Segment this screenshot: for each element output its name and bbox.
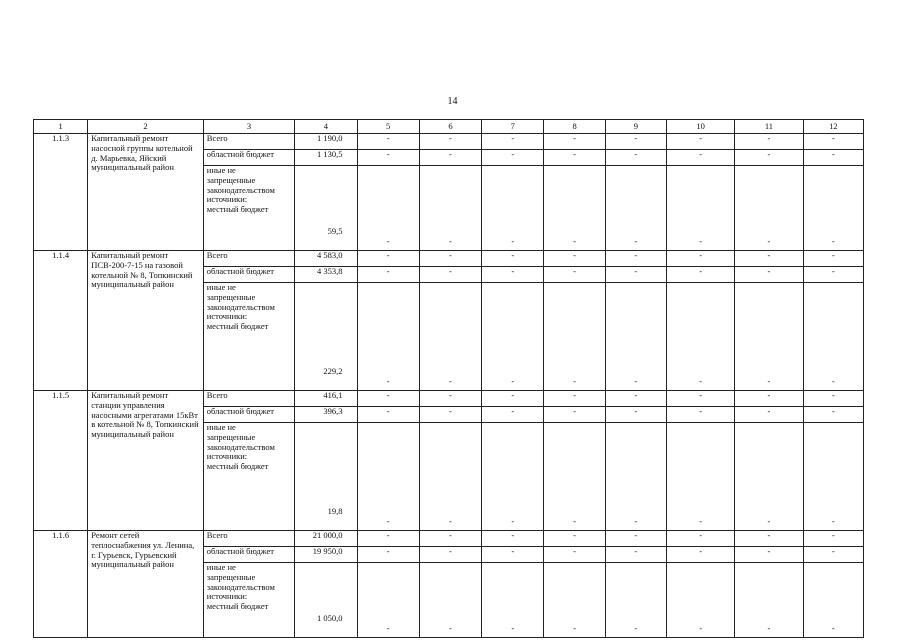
regional-value: 19 950,0 [295,547,357,563]
empty-value: - [666,563,734,638]
empty-value: - [605,547,666,563]
other-sources-label-line: источники: [206,194,248,205]
column-header: 6 [419,120,481,134]
item-number: 1.1.6 [34,531,88,638]
budget-table [33,119,864,638]
column-header: 1 [34,120,88,134]
source-regional-label: областной бюджет [203,267,294,283]
source-total-label: Всего [203,531,294,547]
local-value: 1 050,0 [295,563,357,638]
empty-value: - [735,251,803,267]
empty-value: - [419,391,481,407]
empty-value: - [482,531,544,547]
empty-value: - [544,391,605,407]
other-sources-label-line: источники: [206,451,248,462]
empty-value: - [735,166,803,251]
empty-value: - [482,407,544,423]
empty-value: - [482,166,544,251]
empty-value: - [357,563,419,638]
empty-value: - [419,407,481,423]
other-sources-label-line: запрещенные [206,291,256,302]
empty-value: - [544,251,605,267]
empty-value: - [605,531,666,547]
empty-value: - [735,150,803,166]
column-header: 4 [295,120,357,134]
other-sources-label-line: иные не [206,422,236,432]
source-other-label [203,283,294,391]
empty-value: - [482,251,544,267]
source-total-label: Всего [203,251,294,267]
total-value: 21 000,0 [295,531,357,547]
empty-value: - [544,407,605,423]
empty-value: - [666,166,734,251]
empty-value: - [482,391,544,407]
source-other-label [203,423,294,531]
empty-value: - [357,391,419,407]
empty-value: - [419,166,481,251]
other-sources-label-line: иные не [206,165,236,175]
empty-value: - [357,150,419,166]
empty-value: - [419,547,481,563]
empty-value: - [357,134,419,150]
empty-value: - [605,134,666,150]
empty-value: - [735,134,803,150]
empty-value: - [735,563,803,638]
local-value: 229,2 [295,283,357,391]
item-name: Капитальный ремонт насосной группы котельной д. Марьевка, Яйский муниципальный район [88,134,204,251]
empty-value: - [482,134,544,150]
empty-value: - [605,407,666,423]
empty-value: - [419,251,481,267]
table-row [34,391,864,407]
empty-value: - [666,423,734,531]
empty-value: - [605,391,666,407]
empty-value: - [803,423,863,531]
page-number: 14 [447,96,458,107]
column-header: 11 [735,120,803,134]
empty-value: - [666,531,734,547]
column-header: 8 [544,120,605,134]
regional-value: 1 130,5 [295,150,357,166]
item-number: 1.1.4 [34,251,88,391]
item-number: 1.1.3 [34,134,88,251]
source-regional-label: областной бюджет [203,407,294,423]
header-row [34,120,864,134]
empty-value: - [605,423,666,531]
empty-value: - [735,407,803,423]
other-sources-label-line: запрещенные [206,431,256,442]
empty-value: - [605,251,666,267]
empty-value: - [482,547,544,563]
empty-value: - [482,150,544,166]
other-sources-label-line: законодательством [206,184,275,195]
empty-value: - [803,391,863,407]
empty-value: - [803,283,863,391]
empty-value: - [482,423,544,531]
other-sources-label-line: иные не [206,562,236,572]
empty-value: - [419,283,481,391]
regional-value: 396,3 [295,407,357,423]
empty-value: - [735,547,803,563]
empty-value: - [357,251,419,267]
source-total-label: Всего [203,391,294,407]
other-sources-label-line: запрещенные [206,174,256,185]
empty-value: - [544,563,605,638]
empty-value: - [482,267,544,283]
empty-value: - [357,407,419,423]
other-sources-label-line: запрещенные [206,571,256,582]
other-sources-label-line: законодательством [206,441,275,452]
item-name: Капитальный ремонт станции управления насосными агрегатами 15кВт в котельной № 8, Топкинский муниципальный район [88,391,204,531]
table-row [34,134,864,150]
empty-value: - [357,283,419,391]
empty-value: - [482,283,544,391]
empty-value: - [666,407,734,423]
empty-value: - [803,166,863,251]
column-header: 12 [803,120,863,134]
empty-value: - [605,267,666,283]
column-header: 9 [605,120,666,134]
other-sources-label-line: иные не [206,282,236,292]
empty-value: - [735,391,803,407]
regional-value: 4 353,8 [295,267,357,283]
column-header: 5 [357,120,419,134]
empty-value: - [544,166,605,251]
local-budget-label: местный бюджет [206,461,269,472]
other-sources-label-line: источники: [206,311,248,322]
empty-value: - [735,283,803,391]
empty-value: - [419,150,481,166]
empty-value: - [666,150,734,166]
empty-value: - [735,423,803,531]
other-sources-label-line: источники: [206,591,248,602]
empty-value: - [419,423,481,531]
empty-value: - [735,267,803,283]
empty-value: - [544,150,605,166]
source-regional-label: областной бюджет [203,547,294,563]
local-budget-label: местный бюджет [206,601,269,612]
empty-value: - [803,150,863,166]
empty-value: - [666,391,734,407]
empty-value: - [544,283,605,391]
empty-value: - [666,267,734,283]
empty-value: - [544,267,605,283]
empty-value: - [803,531,863,547]
empty-value: - [357,267,419,283]
source-total-label: Всего [203,134,294,150]
empty-value: - [666,547,734,563]
item-number: 1.1.5 [34,391,88,531]
empty-value: - [419,134,481,150]
item-name: Капитальный ремонт ПСВ-200-7-15 на газовой котельной № 8, Топкинский муниципальный район [88,251,204,391]
empty-value: - [803,134,863,150]
empty-value: - [419,531,481,547]
empty-value: - [803,563,863,638]
empty-value: - [803,407,863,423]
source-other-label [203,563,294,638]
empty-value: - [544,134,605,150]
empty-value: - [605,150,666,166]
empty-value: - [357,423,419,531]
column-header: 10 [666,120,734,134]
empty-value: - [605,283,666,391]
column-header: 7 [482,120,544,134]
total-value: 1 190,0 [295,134,357,150]
item-name: Ремонт сетей теплоснабжения ул. Ленина, г. Гурьевск, Гурьевский муниципальный район [88,531,204,638]
empty-value: - [544,531,605,547]
other-sources-label-line: законодательством [206,301,275,312]
empty-value: - [357,531,419,547]
total-value: 416,1 [295,391,357,407]
empty-value: - [482,563,544,638]
local-budget-label: местный бюджет [206,321,269,332]
other-sources-label-line: законодательством [206,581,275,592]
table-row [34,531,864,547]
column-header: 3 [203,120,294,134]
empty-value: - [605,563,666,638]
local-value: 19,8 [295,423,357,531]
empty-value: - [735,531,803,547]
empty-value: - [357,166,419,251]
empty-value: - [419,563,481,638]
empty-value: - [419,267,481,283]
empty-value: - [803,251,863,267]
empty-value: - [803,267,863,283]
local-budget-label: местный бюджет [206,204,269,215]
column-header: 2 [88,120,204,134]
empty-value: - [544,547,605,563]
source-other-label [203,166,294,251]
local-value: 59,5 [295,166,357,251]
total-value: 4 583,0 [295,251,357,267]
empty-value: - [544,423,605,531]
table-row [34,251,864,267]
source-regional-label: областной бюджет [203,150,294,166]
empty-value: - [666,134,734,150]
empty-value: - [803,547,863,563]
empty-value: - [666,283,734,391]
empty-value: - [666,251,734,267]
empty-value: - [605,166,666,251]
empty-value: - [357,547,419,563]
